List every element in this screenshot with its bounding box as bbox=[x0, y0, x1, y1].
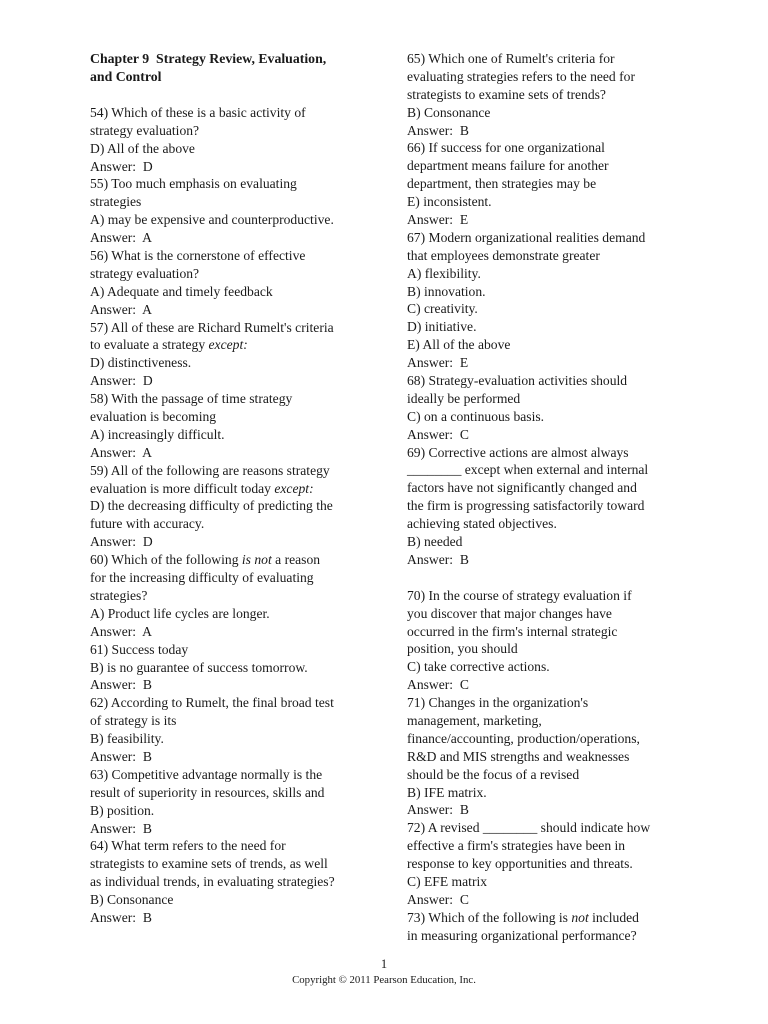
text-line-content: 57) All of these are Richard Rumelt's criteria bbox=[90, 319, 334, 335]
text-line-content: occurred in the firm's internal strategic bbox=[407, 623, 618, 639]
chapter-title-line-1: Chapter 9 Strategy Review, Evaluation, bbox=[90, 51, 327, 66]
italic-emphasis: not bbox=[571, 909, 589, 925]
text-line-content: Answer: E bbox=[407, 212, 469, 228]
text-line bbox=[407, 694, 697, 712]
text-line bbox=[407, 247, 697, 265]
text-line-content: in measuring organizational performance? bbox=[407, 927, 637, 943]
text-line bbox=[90, 319, 378, 337]
text-line bbox=[90, 211, 378, 229]
text-line bbox=[90, 569, 378, 587]
text-line bbox=[407, 837, 697, 855]
text-line-content: 62) According to Rumelt, the final broad test bbox=[90, 695, 334, 711]
text-line bbox=[90, 158, 378, 176]
text-line bbox=[90, 354, 378, 372]
text-line bbox=[90, 444, 378, 462]
text-line bbox=[90, 515, 378, 533]
text-line-content: 61) Success today bbox=[90, 641, 189, 657]
text-line bbox=[407, 730, 697, 748]
text-line bbox=[407, 515, 697, 533]
text-line bbox=[407, 139, 697, 157]
text-line bbox=[90, 408, 378, 426]
text-line bbox=[407, 676, 697, 694]
text-line bbox=[90, 623, 378, 641]
text-line bbox=[407, 605, 697, 623]
text-line-content: B) feasibility. bbox=[90, 731, 164, 747]
text-line bbox=[90, 605, 378, 623]
text-line-content: 56) What is the cornerstone of effective bbox=[90, 248, 306, 264]
text-line bbox=[407, 426, 697, 444]
text-line-content: strategy evaluation? bbox=[90, 265, 200, 281]
text-line-content: 71) Changes in the organization's bbox=[407, 695, 589, 711]
text-line bbox=[407, 86, 697, 104]
text-line bbox=[407, 712, 697, 730]
italic-emphasis: except: bbox=[208, 337, 248, 353]
text-line bbox=[407, 891, 697, 909]
text-line bbox=[90, 480, 378, 498]
text-line-content: E) All of the above bbox=[407, 337, 511, 353]
italic-emphasis: is not bbox=[241, 552, 272, 568]
text-line bbox=[407, 766, 697, 784]
text-line-content: C) creativity. bbox=[407, 301, 478, 317]
text-line-content: department, then strategies may be bbox=[407, 176, 597, 192]
text-line bbox=[407, 748, 697, 766]
text-line bbox=[90, 837, 378, 855]
text-line-content: result of superiority in resources, skills and bbox=[90, 784, 325, 800]
left-question-list bbox=[90, 104, 378, 927]
text-line bbox=[407, 873, 697, 891]
text-line bbox=[407, 318, 697, 336]
text-line-content: Answer: B bbox=[90, 909, 152, 925]
text-line-content: effective a firm's strategies have been in bbox=[407, 838, 626, 854]
text-line bbox=[407, 390, 697, 408]
text-line-content: ________ except when external and internal bbox=[407, 462, 649, 478]
text-line-content: R&D and MIS strengths and weaknesses bbox=[407, 748, 630, 764]
chapter-title-line-2: and Control bbox=[90, 69, 162, 84]
text-line bbox=[90, 301, 378, 319]
text-line-content: 65) Which one of Rumelt's criteria for bbox=[407, 51, 615, 66]
text-line bbox=[90, 587, 378, 605]
text-line bbox=[407, 50, 697, 68]
text-line-content: Answer: A bbox=[90, 230, 152, 246]
text-line-content: A) may be expensive and counterproductive. bbox=[90, 212, 334, 228]
text-line-content: for the increasing difficulty of evaluating bbox=[90, 570, 314, 586]
text-line bbox=[90, 694, 378, 712]
text-line bbox=[407, 587, 697, 605]
text-line bbox=[90, 497, 378, 515]
text-line-content: of strategy is its bbox=[90, 713, 177, 729]
text-line-content: Answer: B bbox=[90, 677, 152, 693]
text-line bbox=[407, 104, 697, 122]
text-line bbox=[407, 801, 697, 819]
text-line-content: evaluating strategies refers to the need for bbox=[407, 68, 635, 84]
text-line-content: as individual trends, in evaluating strategies? bbox=[90, 874, 335, 890]
text-line-content: department means failure for another bbox=[407, 158, 609, 174]
text-line bbox=[407, 193, 697, 211]
text-line-content: Answer: A bbox=[90, 444, 152, 460]
page-number: 1 bbox=[380, 957, 388, 971]
text-line bbox=[407, 157, 697, 175]
text-line-content: 54) Which of these is a basic activity of bbox=[90, 104, 306, 120]
text-line bbox=[90, 909, 378, 927]
text-line bbox=[90, 748, 378, 766]
text-line-content: ideally be performed bbox=[407, 390, 521, 406]
text-line-content: strategists to examine sets of trends? bbox=[407, 86, 606, 102]
text-line-content: 69) Corrective actions are almost always bbox=[407, 444, 629, 460]
text-line-content: the firm is progressing satisfactorily toward bbox=[407, 498, 645, 514]
text-line-content: Answer: D bbox=[90, 534, 153, 550]
text-line bbox=[90, 802, 378, 820]
text-line bbox=[407, 909, 697, 927]
text-line bbox=[90, 533, 378, 551]
text-line bbox=[407, 819, 697, 837]
text-line bbox=[90, 855, 378, 873]
text-line-content: evaluation is becoming bbox=[90, 409, 217, 425]
spacer bbox=[90, 86, 378, 104]
text-line bbox=[90, 712, 378, 730]
text-line-content: strategies? bbox=[90, 587, 148, 603]
text-line-content: B) Consonance bbox=[90, 892, 174, 908]
text-line-content: 73) Which of the following is bbox=[407, 909, 572, 925]
text-line bbox=[90, 122, 378, 140]
text-line bbox=[407, 122, 697, 140]
text-line-content: A) flexibility. bbox=[407, 265, 481, 281]
text-line-content: B) innovation. bbox=[407, 283, 486, 299]
text-line bbox=[90, 784, 378, 802]
text-line-content: that employees demonstrate greater bbox=[407, 247, 600, 263]
text-line-content: achieving stated objectives. bbox=[407, 516, 557, 532]
text-line-content: strategists to examine sets of trends, as well bbox=[90, 856, 328, 872]
text-line bbox=[407, 855, 697, 873]
text-line-content: Answer: A bbox=[90, 623, 152, 639]
text-line bbox=[90, 336, 378, 354]
text-line bbox=[407, 927, 697, 945]
text-line-content: Answer: E bbox=[407, 355, 469, 371]
text-line-content: Answer: C bbox=[407, 891, 469, 907]
text-line bbox=[407, 640, 697, 658]
text-line-content: 58) With the passage of time strategy bbox=[90, 391, 293, 407]
text-line bbox=[90, 820, 378, 838]
text-line-content: A) Adequate and timely feedback bbox=[90, 283, 273, 299]
text-line bbox=[407, 175, 697, 193]
text-line bbox=[90, 730, 378, 748]
text-line-content: factors have not significantly changed and bbox=[407, 480, 637, 496]
text-line-content: future with accuracy. bbox=[90, 516, 205, 532]
text-line bbox=[407, 444, 697, 462]
text-line-content: C) on a continuous basis. bbox=[407, 408, 545, 424]
text-line bbox=[407, 211, 697, 229]
text-line bbox=[407, 784, 697, 802]
text-line-content: D) All of the above bbox=[90, 140, 195, 156]
text-line-content: 66) If success for one organizational bbox=[407, 140, 605, 156]
copyright-notice: Copyright © 2011 Pearson Education, Inc. bbox=[292, 974, 476, 986]
text-line-content: A) Product life cycles are longer. bbox=[90, 605, 270, 621]
text-line-content: Answer: D bbox=[90, 373, 153, 389]
text-line bbox=[90, 229, 378, 247]
text-line-content: Answer: C bbox=[407, 426, 469, 442]
text-line bbox=[90, 873, 378, 891]
text-line-continuation: included bbox=[588, 909, 639, 925]
text-line-content: position, you should bbox=[407, 641, 518, 657]
text-line bbox=[90, 175, 378, 193]
text-line-content: B) Consonance bbox=[407, 104, 491, 120]
text-line-content: B) IFE matrix. bbox=[407, 784, 487, 800]
text-line bbox=[407, 533, 697, 551]
text-line-content: to evaluate a strategy bbox=[90, 337, 209, 353]
text-line bbox=[407, 569, 697, 587]
text-line bbox=[90, 193, 378, 211]
text-line-content: Answer: B bbox=[407, 551, 469, 567]
text-line bbox=[90, 891, 378, 909]
text-line-content: 68) Strategy-evaluation activities should bbox=[407, 373, 628, 389]
text-line bbox=[407, 68, 697, 86]
text-line-continuation: a reason bbox=[271, 552, 321, 568]
right-question-list bbox=[407, 50, 697, 945]
text-line-content: 72) A revised ________ should indicate how bbox=[407, 820, 651, 836]
text-line-content: finance/accounting, production/operations, bbox=[407, 730, 640, 746]
text-line bbox=[90, 247, 378, 265]
text-line bbox=[90, 551, 378, 569]
text-line bbox=[407, 265, 697, 283]
text-line bbox=[90, 265, 378, 283]
right-column bbox=[407, 50, 697, 945]
text-line-content: strategy evaluation? bbox=[90, 122, 200, 138]
text-line-content: 60) Which of the following bbox=[90, 552, 242, 568]
text-line-content: evaluation is more difficult today bbox=[90, 480, 275, 496]
text-line-content: 59) All of the following are reasons strategy bbox=[90, 462, 330, 478]
text-line bbox=[407, 551, 697, 569]
text-line-content: Answer: C bbox=[407, 677, 469, 693]
text-line bbox=[90, 676, 378, 694]
text-line-content: strategies bbox=[90, 194, 142, 210]
text-line-content: Answer: A bbox=[90, 301, 152, 317]
text-line-content: you discover that major changes have bbox=[407, 605, 612, 621]
text-line-content: C) EFE matrix bbox=[407, 873, 488, 889]
text-line bbox=[90, 140, 378, 158]
text-line bbox=[407, 300, 697, 318]
text-line-content: Answer: B bbox=[90, 820, 152, 836]
text-line-content: C) take corrective actions. bbox=[407, 659, 550, 675]
text-line bbox=[90, 426, 378, 444]
text-line bbox=[407, 623, 697, 641]
text-line-content: D) the decreasing difficulty of predicting the bbox=[90, 498, 333, 514]
text-line-content: 64) What term refers to the need for bbox=[90, 838, 286, 854]
text-line-content: 55) Too much emphasis on evaluating bbox=[90, 176, 297, 192]
text-line bbox=[407, 283, 697, 301]
text-line bbox=[90, 659, 378, 677]
text-line-content: 70) In the course of strategy evaluation if bbox=[407, 587, 632, 603]
text-line-content: B) needed bbox=[407, 534, 463, 550]
text-line bbox=[90, 283, 378, 301]
text-line bbox=[407, 336, 697, 354]
text-line bbox=[407, 461, 697, 479]
text-line bbox=[407, 479, 697, 497]
text-line bbox=[90, 766, 378, 784]
text-line-content: A) increasingly difficult. bbox=[90, 426, 225, 442]
text-line bbox=[90, 372, 378, 390]
text-line bbox=[90, 104, 378, 122]
text-line bbox=[407, 229, 697, 247]
text-line bbox=[90, 390, 378, 408]
text-line bbox=[407, 354, 697, 372]
italic-emphasis: except: bbox=[274, 480, 314, 496]
text-line bbox=[90, 641, 378, 659]
text-line bbox=[407, 658, 697, 676]
text-line-content: should be the focus of a revised bbox=[407, 766, 580, 782]
text-line-content: B) is no guarantee of success tomorrow. bbox=[90, 659, 308, 675]
text-line bbox=[407, 372, 697, 390]
text-line-content: Answer: B bbox=[90, 748, 152, 764]
text-line bbox=[90, 462, 378, 480]
text-line-content: management, marketing, bbox=[407, 712, 542, 728]
text-line-content: 63) Competitive advantage normally is the bbox=[90, 766, 323, 782]
text-line-content: Answer: B bbox=[407, 802, 469, 818]
text-line bbox=[407, 408, 697, 426]
text-line-content: 67) Modern organizational realities demand bbox=[407, 229, 646, 245]
text-line-content: E) inconsistent. bbox=[407, 194, 492, 210]
text-line-content: D) distinctiveness. bbox=[90, 355, 192, 371]
left-column bbox=[90, 50, 378, 927]
text-line-content: Answer: B bbox=[407, 122, 469, 138]
text-line-content: response to key opportunities and threats. bbox=[407, 856, 633, 872]
text-line-content: Answer: D bbox=[90, 158, 153, 174]
text-line-content: B) position. bbox=[90, 802, 155, 818]
text-line bbox=[407, 497, 697, 515]
text-line-content: D) initiative. bbox=[407, 319, 477, 335]
